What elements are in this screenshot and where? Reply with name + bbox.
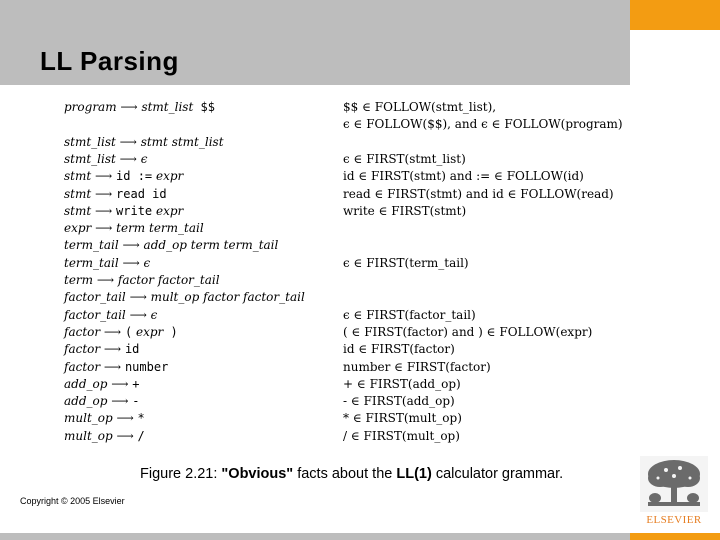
grammar-fact: number ∈ FIRST(factor): [343, 359, 491, 374]
derives-arrow: ⟶: [100, 324, 125, 339]
derives-arrow: ⟶: [112, 411, 138, 426]
caption-middle: facts about the: [297, 466, 393, 482]
derives-arrow: ⟶: [107, 394, 133, 409]
grammar-row: [0, 342, 720, 359]
production-rhs: mult_op factor factor_tail: [150, 290, 305, 305]
production: [64, 221, 204, 235]
grammar-fact: / ∈ FIRST(mult_op): [343, 428, 460, 443]
production-rhs: +: [132, 376, 140, 391]
grammar-row: [0, 325, 720, 342]
derives-arrow: ⟶: [100, 342, 125, 357]
production: [64, 394, 140, 408]
production-lhs: term: [64, 273, 94, 287]
production-lhs: mult_op: [64, 411, 113, 426]
production: [64, 204, 183, 218]
grammar-fact: id ∈ FIRST(stmt) and := ∈ FOLLOW(id): [343, 169, 584, 184]
grammar-fact: * ∈ FIRST(mult_op): [343, 411, 462, 426]
production-lhs: stmt: [64, 169, 92, 184]
grammar-row: [0, 100, 720, 117]
grammar-row: [0, 135, 720, 152]
grammar-fact: ϵ ∈ FIRST(stmt_list): [343, 151, 466, 166]
grammar-row: [0, 273, 720, 290]
derives-arrow: ⟶: [93, 273, 118, 287]
grammar-fact: write ∈ FIRST(stmt): [343, 203, 467, 218]
grammar-row: [0, 360, 720, 377]
grammar-fact: + ∈ FIRST(add_op): [343, 376, 461, 391]
production-lhs: stmt_list: [64, 134, 116, 149]
production: [64, 100, 215, 114]
production: [64, 308, 157, 322]
production-lhs: program: [64, 100, 117, 114]
caption-quoted: "Obvious": [221, 466, 294, 482]
production: [64, 256, 150, 270]
derives-arrow: ⟶: [125, 290, 151, 305]
accent-block-bottom: [630, 533, 720, 540]
accent-block-top: [630, 0, 720, 30]
production-rhs: id: [124, 342, 140, 357]
production-lhs: factor: [64, 342, 101, 357]
production-lhs: factor: [64, 359, 101, 374]
grammar-row: [0, 308, 720, 325]
production-lhs: stmt: [64, 186, 92, 201]
grammar-row: [0, 238, 720, 255]
production-rhs: factor factor_tail: [117, 273, 220, 287]
derives-arrow: ⟶: [91, 203, 117, 218]
production-lhs: add_op: [64, 376, 108, 391]
grammar-row: [0, 411, 720, 428]
production-lhs: factor_tail: [64, 307, 126, 322]
production: [64, 238, 278, 252]
grammar-fact: id ∈ FIRST(factor): [343, 342, 455, 357]
production-rhs: stmt_list $$: [141, 100, 215, 114]
production-rhs: id := expr: [116, 169, 184, 184]
production-lhs: add_op: [64, 394, 108, 409]
production-lhs: term_tail: [64, 238, 119, 253]
production-rhs: ϵ: [140, 151, 148, 166]
production: [64, 342, 139, 356]
derives-arrow: ⟶: [118, 238, 144, 253]
production-rhs: -: [132, 394, 140, 409]
caption-figure-number: Figure 2.21:: [140, 466, 218, 482]
production-lhs: mult_op: [64, 428, 113, 443]
grammar-row: [0, 221, 720, 238]
production-rhs: ϵ: [143, 255, 151, 270]
bottom-bar: [0, 533, 630, 540]
derives-arrow: ⟶: [91, 186, 117, 201]
grammar-row: [0, 187, 720, 204]
derives-arrow: ⟶: [125, 307, 151, 322]
production: [64, 325, 178, 339]
caption-ll: LL(1): [396, 466, 432, 482]
production: [64, 290, 305, 304]
derives-arrow: ⟶: [115, 151, 141, 166]
production: [64, 377, 140, 391]
production-rhs: stmt stmt_list: [140, 134, 224, 149]
production-lhs: term_tail: [64, 255, 119, 270]
production: [64, 169, 183, 183]
production: [64, 152, 147, 166]
figure-caption: [140, 466, 563, 482]
grammar-row: [0, 256, 720, 273]
grammar-fact: - ∈ FIRST(add_op): [343, 394, 455, 409]
grammar-row: [0, 117, 720, 134]
slide-title: LL Parsing: [40, 46, 179, 76]
grammar-row: [0, 377, 720, 394]
production: [64, 273, 220, 287]
production-rhs: ϵ: [150, 307, 158, 322]
grammar-figure: [0, 100, 720, 460]
production-lhs: expr: [64, 221, 92, 236]
production-rhs: read id: [116, 186, 167, 201]
production: [64, 187, 167, 201]
production-lhs: factor_tail: [64, 290, 126, 305]
grammar-fact: ϵ ∈ FOLLOW($$), and ϵ ∈ FOLLOW(program): [343, 117, 623, 132]
production-rhs: number: [124, 359, 169, 374]
derives-arrow: ⟶: [91, 221, 117, 236]
derives-arrow: ⟶: [100, 359, 125, 374]
production: [64, 135, 224, 149]
production: [64, 429, 145, 443]
derives-arrow: ⟶: [112, 428, 138, 443]
derives-arrow: ⟶: [115, 134, 141, 149]
grammar-row: [0, 429, 720, 446]
production-rhs: write expr: [116, 203, 184, 218]
production-rhs: *: [137, 411, 145, 426]
grammar-fact: ϵ ∈ FIRST(factor_tail): [343, 307, 476, 322]
derives-arrow: ⟶: [107, 376, 133, 391]
copyright-text: Copyright © 2005 Elsevier: [20, 496, 125, 506]
derives-arrow: ⟶: [116, 100, 142, 114]
caption-rest: calculator grammar.: [435, 466, 564, 482]
production-rhs: ( expr ): [124, 324, 178, 339]
production-rhs: term term_tail: [116, 221, 204, 236]
grammar-row: [0, 394, 720, 411]
production-lhs: factor: [64, 324, 101, 339]
production: [64, 411, 145, 425]
production-rhs: /: [137, 428, 145, 443]
grammar-row: [0, 204, 720, 221]
grammar-row: [0, 290, 720, 307]
derives-arrow: ⟶: [91, 169, 117, 184]
production: [64, 360, 168, 374]
production-lhs: stmt: [64, 203, 92, 218]
production-lhs: stmt_list: [64, 151, 116, 166]
grammar-row: [0, 169, 720, 186]
derives-arrow: ⟶: [118, 255, 144, 270]
grammar-fact: ϵ ∈ FIRST(term_tail): [343, 255, 469, 270]
production-rhs: add_op term term_tail: [143, 238, 279, 253]
grammar-fact: ( ∈ FIRST(factor) and ) ∈ FOLLOW(expr): [343, 324, 593, 339]
grammar-fact: $$ ∈ FOLLOW(stmt_list),: [343, 100, 497, 114]
elsevier-logo-text: ELSEVIER: [646, 514, 702, 526]
grammar-fact: read ∈ FIRST(stmt) and id ∈ FOLLOW(read): [343, 186, 614, 201]
grammar-row: [0, 152, 720, 169]
